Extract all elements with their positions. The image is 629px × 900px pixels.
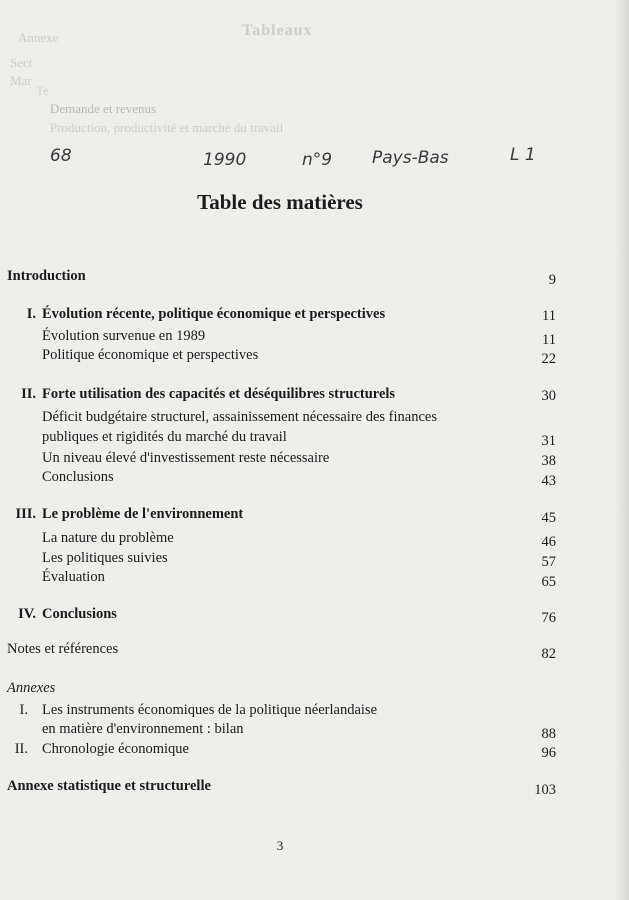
toc-item: Les politiques suivies xyxy=(42,550,168,566)
toc-page-number: 96 xyxy=(541,745,556,761)
toc-annex-1: Les instruments économiques de la politique néerlandaise xyxy=(42,702,378,718)
toc-page-number: 45 xyxy=(541,510,556,526)
toc-item: La nature du problème xyxy=(42,530,174,546)
toc-annexes-heading: Annexes xyxy=(7,680,56,696)
toc-item: Un niveau élevé d'investissement reste nécessaire xyxy=(42,450,330,466)
toc-page-number: 46 xyxy=(541,534,556,550)
toc-chapter-4: Conclusions xyxy=(42,606,117,622)
toc-chapter-numeral: I. xyxy=(26,306,36,322)
toc-page-number: 11 xyxy=(542,332,556,348)
toc-item: Politique économique et perspectives xyxy=(42,347,259,363)
toc-page-number: 57 xyxy=(541,554,556,570)
toc-page-number: 65 xyxy=(541,574,556,590)
handwritten-note: 68 xyxy=(50,146,72,166)
toc-item: Conclusions xyxy=(42,469,114,485)
toc-page-number: 76 xyxy=(541,610,556,626)
handwritten-note: L 1 xyxy=(510,145,536,165)
toc-statistical-annex: Annexe statistique et structurelle xyxy=(7,778,211,794)
toc-page-number: 31 xyxy=(541,433,556,449)
page-edge-shadow xyxy=(615,0,629,900)
toc-chapter-numeral: II. xyxy=(21,386,36,402)
showthrough-line: Te xyxy=(36,83,49,98)
toc-chapter-numeral: IV. xyxy=(18,606,36,622)
toc-page-number: 38 xyxy=(541,453,556,469)
toc-annex-numeral: I. xyxy=(19,702,28,718)
toc-annex-1-continued: en matière d'environnement : bilan xyxy=(42,721,244,737)
toc-chapter-1: Évolution récente, politique économique et perspectives xyxy=(42,306,386,322)
toc-page-number: 82 xyxy=(541,646,556,662)
toc-chapter-numeral: III. xyxy=(15,506,36,522)
toc-page-number: 11 xyxy=(542,308,556,324)
toc-chapter-2: Forte utilisation des capacités et déséquilibres structurels xyxy=(42,386,396,402)
toc-notes: Notes et références xyxy=(7,641,119,657)
toc-page-number: 88 xyxy=(541,726,556,742)
toc-annex-2: Chronologie économique xyxy=(42,741,189,757)
showthrough-line: Mar xyxy=(10,73,32,88)
showthrough-line: Demande et revenus xyxy=(50,101,157,116)
toc-item: Évaluation xyxy=(42,569,105,585)
showthrough-line: Production, productivité et marché du travail xyxy=(50,120,284,135)
toc-annex-numeral: II. xyxy=(14,741,28,757)
toc-page-number: 30 xyxy=(541,388,556,404)
toc-page-number: 43 xyxy=(541,473,556,489)
handwritten-note: Pays-Bas xyxy=(372,148,449,168)
toc-page-number: 22 xyxy=(541,351,556,367)
toc-page-number: 9 xyxy=(548,272,556,288)
showthrough-line: Sect xyxy=(10,55,33,70)
toc-item: Déficit budgétaire structurel, assainissement nécessaire des finances xyxy=(42,409,437,425)
toc-item: Évolution survenue en 1989 xyxy=(42,328,206,344)
handwritten-note: n°9 xyxy=(302,150,333,170)
page-title: Table des matières xyxy=(197,190,363,214)
toc-item-continued: publiques et rigidités du marché du travail xyxy=(42,429,287,445)
showthrough-header: Tableaux xyxy=(242,22,313,39)
toc-chapter-3: Le problème de l'environnement xyxy=(42,506,244,522)
showthrough-line: Annexe xyxy=(18,30,59,45)
toc-page-number: 103 xyxy=(534,782,556,798)
toc-introduction: Introduction xyxy=(7,268,86,284)
page-number: 3 xyxy=(276,838,284,853)
handwritten-note: 1990 xyxy=(203,150,247,170)
